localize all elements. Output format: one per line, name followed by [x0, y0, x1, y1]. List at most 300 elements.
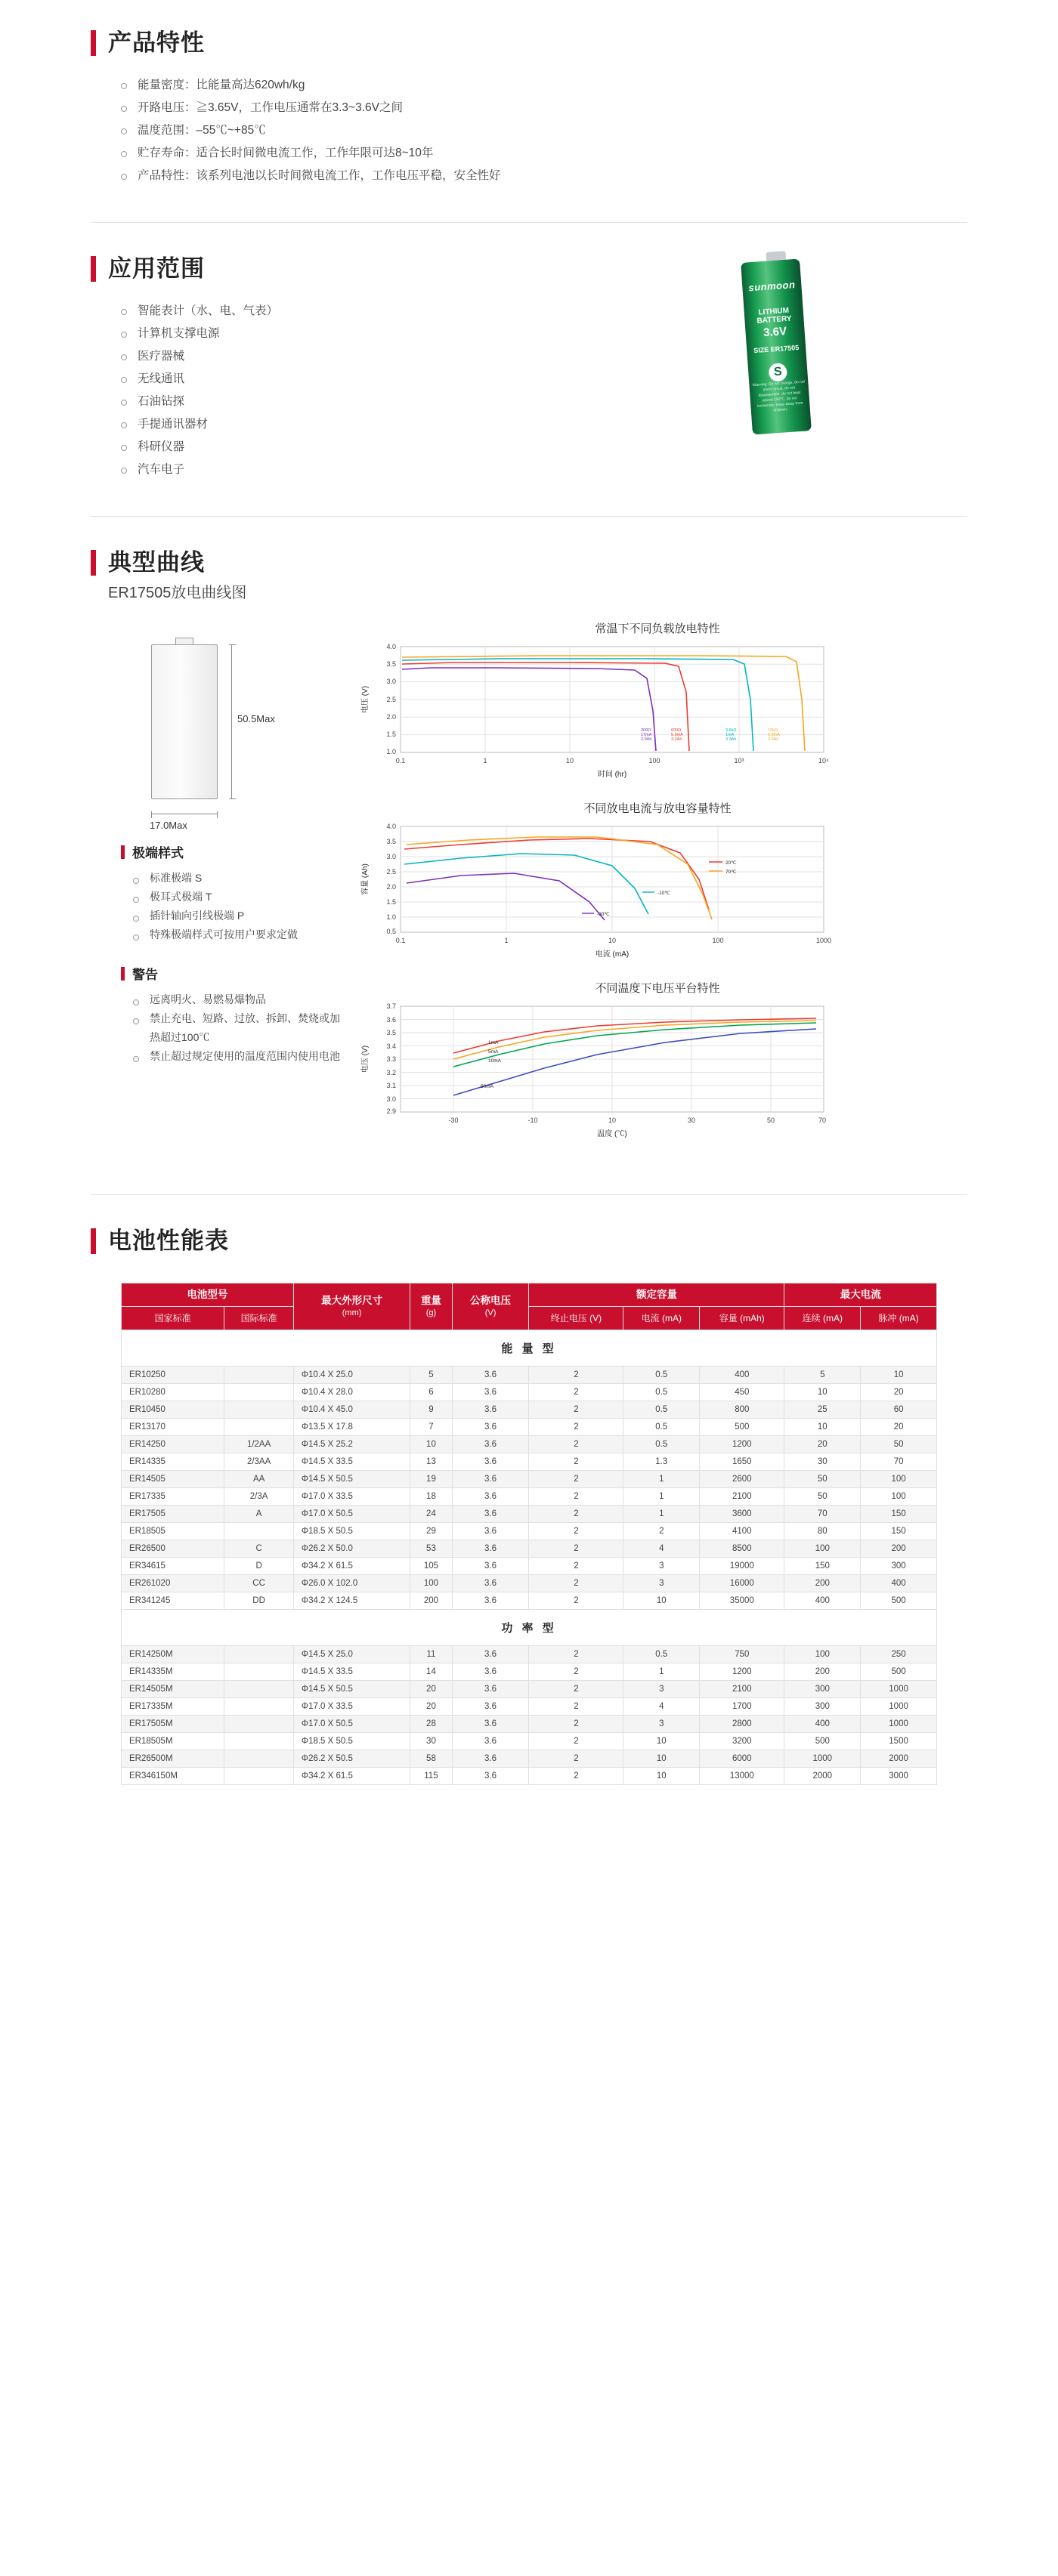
svg-text:0.1: 0.1	[395, 937, 406, 944]
cell-value: 10	[861, 1367, 937, 1384]
cell-value: 2	[529, 1646, 623, 1663]
cell-value: 19	[410, 1471, 452, 1488]
cell-model: ER14335	[122, 1453, 224, 1471]
th-weight-label: 重量	[420, 1294, 441, 1306]
cell-value: 400	[861, 1575, 937, 1592]
cell-value: 13000	[700, 1768, 784, 1785]
cell-value: 11	[410, 1646, 452, 1663]
cell-value: 400	[784, 1592, 861, 1610]
cell-value: 2	[623, 1523, 700, 1540]
section-features	[91, 30, 967, 187]
svg-text:3.0: 3.0	[386, 853, 396, 860]
cell-intl-standard: DD	[224, 1592, 294, 1610]
cell-intl-standard	[224, 1750, 294, 1768]
svg-text:1mA: 1mA	[488, 1040, 499, 1046]
cell-value: 300	[861, 1558, 937, 1575]
th-max-current: 最大电流	[784, 1283, 937, 1307]
cell-value: 2	[529, 1681, 623, 1698]
cell-value: 500	[861, 1663, 937, 1681]
cell-value: 1.3	[623, 1453, 700, 1471]
cell-dimension: Φ18.5 X 50.5	[293, 1523, 410, 1540]
cell-value: 450	[700, 1384, 784, 1401]
cell-value: 20	[861, 1419, 937, 1436]
cell-value: 500	[861, 1592, 937, 1610]
svg-text:容量 (Ah): 容量 (Ah)	[361, 863, 370, 895]
cell-value: 8500	[700, 1540, 784, 1558]
cell-value: 1500	[861, 1733, 937, 1750]
cell-value: 28	[410, 1716, 452, 1733]
cell-model: ER10450	[122, 1401, 224, 1419]
list-item: 禁止超过规定使用的温度范围内使用电池	[133, 1047, 340, 1066]
cell-value: 2	[529, 1698, 623, 1716]
th-capacity-mah: 容量 (mAh)	[700, 1307, 784, 1330]
battery-size-label: SIZE ER17505	[753, 343, 800, 355]
cell-value: 19000	[700, 1558, 784, 1575]
cell-value: 3	[623, 1558, 700, 1575]
cell-value: 18	[410, 1488, 452, 1506]
svg-text:1: 1	[504, 937, 509, 944]
cell-value: 1000	[861, 1716, 937, 1733]
cell-model: ER26500M	[122, 1750, 224, 1768]
svg-text:3.4: 3.4	[386, 1042, 396, 1050]
terminal-title: 极端样式	[132, 846, 184, 860]
accent-bar	[91, 30, 96, 56]
th-dimension-unit: (mm)	[342, 1308, 362, 1317]
cell-value: 2	[529, 1558, 623, 1575]
warning-heading	[121, 964, 340, 983]
list-item: 温度范围：–55℃~+85℃	[121, 119, 967, 142]
chart1-title: 常温下不同负载放电特性	[595, 622, 720, 635]
table-row	[122, 1488, 937, 1506]
svg-text:5.5mA: 5.5mA	[671, 733, 683, 737]
battery-performance-table	[121, 1283, 937, 1785]
cell-value: 10	[410, 1436, 452, 1453]
cell-value: 3.6	[452, 1592, 529, 1610]
table-head	[122, 1283, 937, 1330]
table-row	[122, 1663, 937, 1681]
list-item: 禁止充电、短路、过放、拆卸、焚烧或加热超过100℃	[133, 1009, 340, 1047]
list-item: 无线通讯	[121, 368, 967, 391]
list-item: 石油钻探	[121, 391, 967, 413]
cell-value: 0.5	[623, 1367, 700, 1384]
cell-intl-standard	[224, 1768, 294, 1785]
cell-value: 3.6	[452, 1367, 529, 1384]
cell-model: ER17335M	[122, 1698, 224, 1716]
cell-value: 10	[623, 1592, 700, 1610]
svg-text:5mA: 5mA	[488, 1049, 499, 1055]
cell-value: 2	[529, 1663, 623, 1681]
svg-text:3.0: 3.0	[386, 1095, 396, 1103]
svg-text:10: 10	[565, 757, 574, 764]
svg-text:17mA: 17mA	[641, 733, 652, 737]
svg-text:3.3Ah: 3.3Ah	[768, 737, 779, 742]
curves-left-column	[91, 620, 340, 1160]
cell-value: 100	[861, 1488, 937, 1506]
table-row	[122, 1592, 937, 1610]
curves-title: 典型曲线	[108, 549, 205, 576]
chart-discharge-load	[348, 620, 967, 786]
cell-value: 150	[784, 1558, 861, 1575]
svg-text:0.5: 0.5	[386, 928, 396, 935]
battery-product-image	[747, 250, 816, 439]
svg-text:时间 (hr): 时间 (hr)	[597, 771, 627, 779]
application-title: 应用范围	[108, 255, 205, 282]
table-group-header	[122, 1330, 937, 1367]
svg-text:-10℃: -10℃	[657, 891, 670, 896]
cell-value: 2	[529, 1523, 623, 1540]
svg-text:70℃: 70℃	[725, 869, 737, 875]
table-row	[122, 1419, 937, 1436]
cell-model: ER17335	[122, 1488, 224, 1506]
th-continuous: 连续 (mA)	[784, 1307, 861, 1330]
cell-dimension: Φ34.2 X 124.5	[293, 1592, 410, 1610]
cell-value: 2	[529, 1453, 623, 1471]
cell-dimension: Φ13.5 X 17.8	[293, 1419, 410, 1436]
cell-value: 0.5	[623, 1436, 700, 1453]
svg-text:3.3Ah: 3.3Ah	[725, 737, 737, 742]
cell-model: ER17505	[122, 1506, 224, 1523]
cell-model: ER26500	[122, 1540, 224, 1558]
table-heading	[91, 1228, 967, 1254]
cell-value: 3.6	[452, 1768, 529, 1785]
cell-value: 30	[410, 1733, 452, 1750]
divider	[91, 516, 967, 517]
cell-dimension: Φ34.2 X 61.5	[293, 1768, 410, 1785]
cell-model: ER13170	[122, 1419, 224, 1436]
svg-text:3.3: 3.3	[386, 1055, 396, 1063]
cell-value: 2	[529, 1592, 623, 1610]
list-item: 插针轴向引线极端 P	[133, 907, 340, 925]
svg-text:1.0: 1.0	[386, 748, 396, 755]
accent-bar	[91, 1228, 96, 1254]
list-item: 计算机支撑电源	[121, 323, 967, 345]
accent-bar-small	[121, 967, 125, 981]
cell-value: 10	[623, 1768, 700, 1785]
cell-intl-standard	[224, 1698, 294, 1716]
table-row	[122, 1540, 937, 1558]
chart2-svg	[348, 819, 877, 962]
cell-value: 2000	[784, 1768, 861, 1785]
cell-value: 0.5	[623, 1384, 700, 1401]
cell-value: 3.6	[452, 1523, 529, 1540]
cell-intl-standard: 1/2AA	[224, 1436, 294, 1453]
svg-text:10⁴: 10⁴	[818, 757, 829, 764]
battery-brand-label: sunmoon	[747, 279, 796, 294]
cell-value: 300	[784, 1698, 861, 1716]
th-intl-standard: 国际标准	[224, 1307, 294, 1330]
svg-text:10mA: 10mA	[488, 1058, 501, 1064]
list-item: 贮存寿命：适合长时间微电流工作，工作年限可达8~10年	[121, 142, 967, 165]
cell-value: 14	[410, 1663, 452, 1681]
curves-heading	[91, 550, 967, 576]
cell-value: 500	[700, 1419, 784, 1436]
svg-text:-30: -30	[448, 1117, 459, 1124]
battery-chemistry-label: LITHIUM BATTERY	[756, 306, 792, 326]
svg-text:2.0: 2.0	[386, 883, 396, 891]
cell-model: ER341245	[122, 1592, 224, 1610]
cell-value: 2100	[700, 1681, 784, 1698]
svg-text:100: 100	[712, 937, 724, 944]
table-row	[122, 1453, 937, 1471]
cell-value: 3	[623, 1575, 700, 1592]
svg-text:3.0: 3.0	[386, 678, 396, 685]
svg-text:温度 (℃): 温度 (℃)	[597, 1130, 627, 1138]
chart1-svg	[348, 639, 877, 783]
svg-text:0.1: 0.1	[395, 757, 406, 764]
cell-value: 58	[410, 1750, 452, 1768]
cell-value: 20	[410, 1698, 452, 1716]
cell-value: 115	[410, 1768, 452, 1785]
table-row	[122, 1681, 937, 1698]
table-row	[122, 1716, 937, 1733]
cell-value: 0.5	[623, 1646, 700, 1663]
cell-intl-standard	[224, 1681, 294, 1698]
svg-text:10³: 10³	[734, 757, 744, 764]
cell-value: 3.6	[452, 1750, 529, 1768]
cell-value: 16000	[700, 1575, 784, 1592]
cell-intl-standard	[224, 1419, 294, 1436]
cell-value: 10	[784, 1419, 861, 1436]
cell-dimension: Φ14.5 X 50.5	[293, 1471, 410, 1488]
cell-value: 2	[529, 1716, 623, 1733]
cell-intl-standard	[224, 1733, 294, 1750]
cell-model: ER18505M	[122, 1733, 224, 1750]
cell-value: 4	[623, 1698, 700, 1716]
cell-model: ER10250	[122, 1367, 224, 1384]
accent-bar	[91, 256, 96, 282]
cell-value: 3.6	[452, 1540, 529, 1558]
svg-text:3.1: 3.1	[386, 1082, 396, 1089]
th-weight	[410, 1283, 452, 1330]
cell-value: 3.6	[452, 1488, 529, 1506]
th-voltage	[452, 1283, 529, 1330]
svg-text:3.7: 3.7	[386, 1002, 396, 1010]
cell-value: 2	[529, 1488, 623, 1506]
cell-dimension: Φ17.0 X 33.5	[293, 1488, 410, 1506]
chart-temp-voltage	[348, 980, 967, 1146]
section-performance-table	[91, 1228, 967, 1785]
cell-model: ER10280	[122, 1384, 224, 1401]
cell-intl-standard: AA	[224, 1471, 294, 1488]
svg-text:1.5: 1.5	[386, 730, 396, 738]
table-header-row-top	[122, 1283, 937, 1307]
cell-dimension: Φ14.5 X 25.0	[293, 1646, 410, 1663]
application-heading	[91, 256, 967, 282]
section-application	[91, 256, 967, 481]
cell-value: 3000	[861, 1768, 937, 1785]
battery-logo-icon: S	[769, 363, 788, 382]
cell-dimension: Φ14.5 X 50.5	[293, 1681, 410, 1698]
svg-text:200Ω: 200Ω	[641, 728, 651, 733]
cell-value: 150	[861, 1506, 937, 1523]
cell-value: 20	[410, 1681, 452, 1698]
cell-outline	[151, 644, 218, 799]
cell-value: 1000	[861, 1681, 937, 1698]
cell-value: 5	[784, 1367, 861, 1384]
table-title: 电池性能表	[108, 1228, 229, 1254]
cell-value: 3	[623, 1716, 700, 1733]
curves-subtitle: ER17505放电曲线图	[108, 585, 247, 601]
cell-value: 10	[623, 1750, 700, 1768]
cell-model: ER18505	[122, 1523, 224, 1540]
cell-value: 3.6	[452, 1663, 529, 1681]
cell-intl-standard: D	[224, 1558, 294, 1575]
svg-text:3.2: 3.2	[386, 1069, 396, 1076]
list-item: 汽车电子	[121, 459, 967, 481]
cell-value: 9	[410, 1401, 452, 1419]
cell-value: 100	[784, 1540, 861, 1558]
cell-value: 1200	[700, 1663, 784, 1681]
table-row	[122, 1401, 937, 1419]
th-weight-unit: (g)	[425, 1308, 437, 1317]
cell-value: 25	[784, 1401, 861, 1419]
svg-text:3.2Ah: 3.2Ah	[671, 737, 682, 742]
cell-intl-standard	[224, 1646, 294, 1663]
cell-value: 3200	[700, 1733, 784, 1750]
table-row	[122, 1384, 937, 1401]
cell-intl-standard	[224, 1384, 294, 1401]
svg-text:1mA: 1mA	[725, 733, 735, 737]
cell-value: 3.6	[452, 1575, 529, 1592]
table-group-label: 功 率 型	[122, 1610, 937, 1646]
table-row	[122, 1733, 937, 1750]
cell-value: 0.5	[623, 1401, 700, 1419]
cell-value: 105	[410, 1558, 452, 1575]
cell-value: 100	[410, 1575, 452, 1592]
cell-value: 200	[410, 1592, 452, 1610]
accent-bar-small	[121, 845, 125, 859]
cell-model: ER34615	[122, 1558, 224, 1575]
cell-value: 30	[784, 1453, 861, 1471]
svg-text:-10: -10	[527, 1117, 538, 1124]
list-item: 特殊极端样式可按用户要求定做	[133, 925, 340, 944]
cell-dimension: Φ18.5 X 50.5	[293, 1733, 410, 1750]
cell-value: 3	[623, 1681, 700, 1698]
cell-value: 2	[529, 1401, 623, 1419]
cell-value: 400	[784, 1716, 861, 1733]
svg-text:2.0: 2.0	[386, 713, 396, 721]
cell-value: 70	[861, 1453, 937, 1471]
table-row	[122, 1436, 937, 1453]
th-cutoff-voltage: 终止电压 (V)	[529, 1307, 623, 1330]
svg-text:12kΩ: 12kΩ	[768, 728, 778, 733]
cell-value: 200	[861, 1540, 937, 1558]
divider	[91, 222, 967, 223]
list-item: 手提通讯器材	[121, 413, 967, 436]
cell-value: 3.6	[452, 1646, 529, 1663]
terminal-heading	[121, 842, 340, 861]
cell-value: 3.6	[452, 1401, 529, 1419]
svg-text:2.5: 2.5	[386, 868, 396, 876]
cell-value: 1000	[784, 1750, 861, 1768]
cell-dimension: Φ26.0 X 102.0	[293, 1575, 410, 1592]
cell-value: 5	[410, 1367, 452, 1384]
battery-voltage-label: 3.6V	[763, 324, 787, 340]
cell-intl-standard: 2/3A	[224, 1488, 294, 1506]
cell-dimension: Φ10.4 X 45.0	[293, 1401, 410, 1419]
features-title: 产品特性	[108, 29, 205, 56]
cell-value: 2	[529, 1575, 623, 1592]
cell-model: ER14505	[122, 1471, 224, 1488]
th-model: 电池型号	[122, 1283, 294, 1307]
cell-value: 2	[529, 1471, 623, 1488]
cell-value: 35000	[700, 1592, 784, 1610]
cell-value: 200	[784, 1663, 861, 1681]
cell-value: 3.6	[452, 1453, 529, 1471]
svg-text:4.0: 4.0	[386, 823, 396, 830]
cell-value: 1	[623, 1506, 700, 1523]
cell-value: 2	[529, 1419, 623, 1436]
cell-value: 1	[623, 1488, 700, 1506]
cell-intl-standard	[224, 1663, 294, 1681]
table-row	[122, 1471, 937, 1488]
width-dimension-label: 17.0Max	[150, 820, 187, 831]
list-item: 医疗器械	[121, 345, 967, 368]
features-list	[91, 74, 967, 187]
th-voltage-label: 公称电压	[470, 1294, 512, 1306]
cell-model: ER346150M	[122, 1768, 224, 1785]
cell-value: 53	[410, 1540, 452, 1558]
svg-text:2.5: 2.5	[386, 696, 396, 703]
cell-value: 50	[784, 1488, 861, 1506]
cell-value: 1700	[700, 1698, 784, 1716]
cell-value: 3.6	[452, 1471, 529, 1488]
svg-text:1: 1	[483, 757, 487, 764]
table-row	[122, 1575, 937, 1592]
list-item: 智能表计（水、电、气表）	[121, 300, 967, 323]
cell-dimension: Φ10.4 X 25.0	[293, 1367, 410, 1384]
th-dimension	[293, 1283, 410, 1330]
cell-dimension: Φ17.0 X 50.5	[293, 1506, 410, 1523]
height-dimension-label: 50.5Max	[237, 713, 275, 724]
table-group-header	[122, 1610, 937, 1646]
cell-value: 2100	[700, 1488, 784, 1506]
cell-intl-standard: A	[224, 1506, 294, 1523]
cell-value: 1	[623, 1471, 700, 1488]
cell-value: 20	[784, 1436, 861, 1453]
cell-dimension: Φ14.5 X 33.5	[293, 1453, 410, 1471]
accent-bar	[91, 550, 96, 576]
cell-value: 150	[861, 1523, 937, 1540]
cell-dimension: Φ10.4 X 28.0	[293, 1384, 410, 1401]
svg-text:70: 70	[818, 1117, 827, 1124]
cell-value: 3.6	[452, 1558, 529, 1575]
list-item: 标准极端 S	[133, 869, 340, 888]
cell-intl-standard: 2/3AA	[224, 1453, 294, 1471]
list-item: 科研仪器	[121, 436, 967, 459]
terminal-list	[121, 869, 340, 944]
svg-text:30: 30	[687, 1117, 696, 1124]
th-pulse: 脉冲 (mA)	[861, 1307, 937, 1330]
svg-text:10: 10	[608, 937, 617, 944]
table-row	[122, 1646, 937, 1663]
table-row	[122, 1698, 937, 1716]
table-body	[122, 1330, 937, 1785]
cell-intl-standard	[224, 1401, 294, 1419]
svg-text:600Ω: 600Ω	[671, 728, 682, 733]
chart2-title: 不同放电电流与放电容量特性	[583, 802, 732, 815]
cell-value: 10	[784, 1384, 861, 1401]
table-row	[122, 1506, 937, 1523]
cell-value: 2	[529, 1733, 623, 1750]
cell-value: 300	[784, 1681, 861, 1698]
cell-intl-standard	[224, 1716, 294, 1733]
cell-value: 2	[529, 1506, 623, 1523]
cell-value: 3.6	[452, 1698, 529, 1716]
cell-value: 3600	[700, 1506, 784, 1523]
svg-text:100: 100	[648, 757, 660, 764]
cell-value: 4	[623, 1540, 700, 1558]
